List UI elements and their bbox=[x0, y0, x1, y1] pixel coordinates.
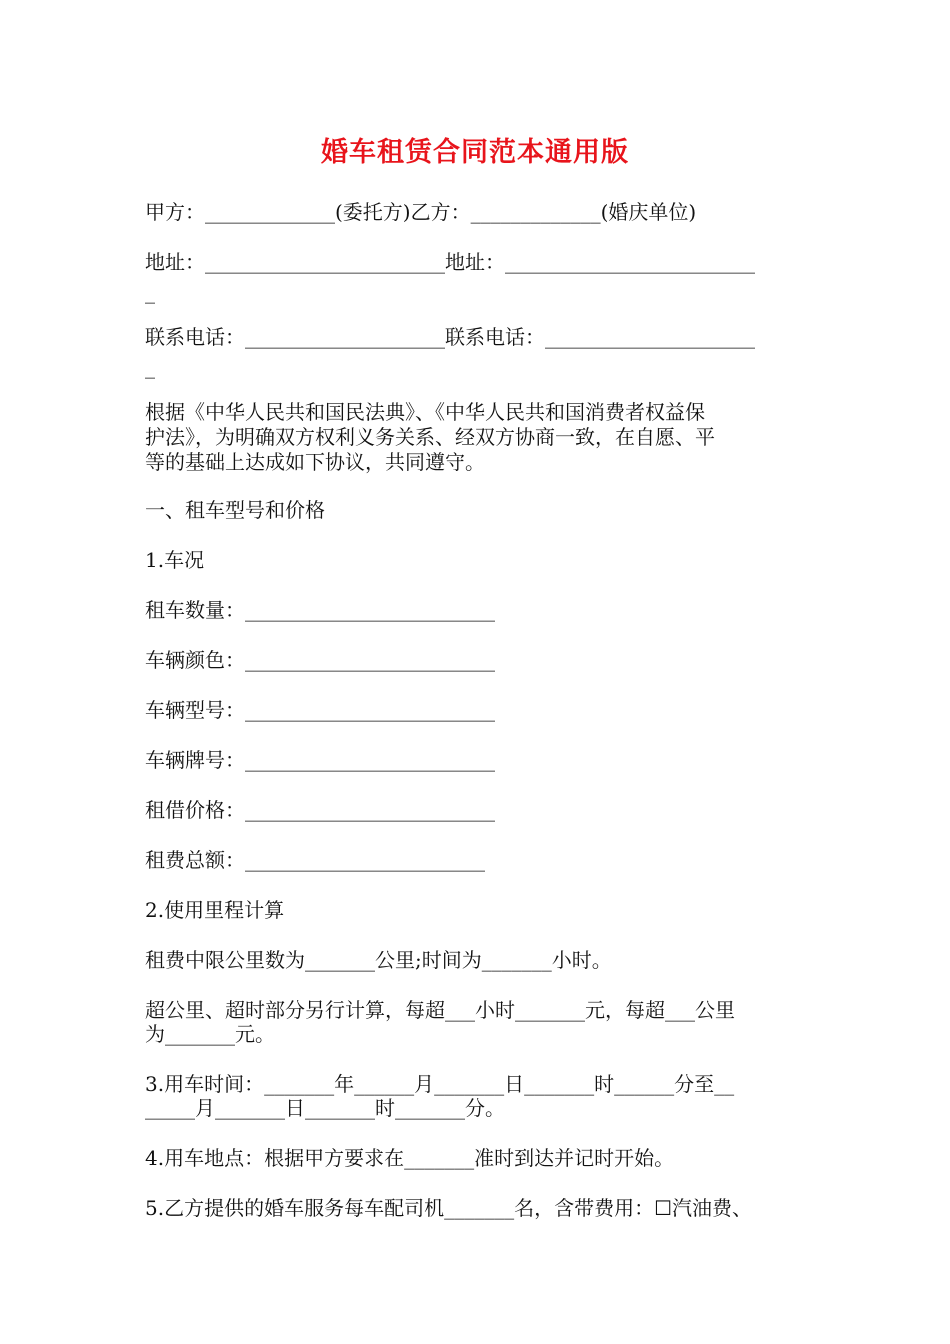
usage-location-line: 4.用车地点：根据甲方要求在_______准时到达并记时开始。 bbox=[145, 1146, 675, 1170]
field-plate-number: 车辆牌号：_________________________ bbox=[145, 748, 495, 772]
section-heading-1: 一、租车型号和价格 bbox=[145, 498, 325, 522]
preamble-line-2: 护法》，为明确双方权利义务关系、经双方协商一致，在自愿、平 bbox=[145, 425, 715, 449]
subsection-mileage: 2.使用里程计算 bbox=[145, 898, 285, 922]
field-total-fee: 租费总额：________________________ bbox=[145, 848, 485, 872]
preamble-line-1: 根据《中华人民共和国民法典》、《中华人民共和国消费者权益保 bbox=[145, 400, 705, 424]
overage-line-2: 为_______元。 bbox=[145, 1022, 275, 1046]
document-title: 婚车租赁合同范本通用版 bbox=[321, 137, 629, 168]
field-rental-quantity: 租车数量：_________________________ bbox=[145, 598, 495, 622]
field-vehicle-color: 车辆颜色：_________________________ bbox=[145, 648, 495, 672]
mileage-limit-line: 租费中限公里数为_______公里;时间为_______小时。 bbox=[145, 948, 612, 972]
field-vehicle-model: 车辆型号：_________________________ bbox=[145, 698, 495, 722]
field-rental-price: 租借价格：_________________________ bbox=[145, 798, 495, 822]
usage-time-line-1: 3.用车时间：_______年______月_______日_______时______分至__ bbox=[145, 1072, 735, 1096]
phone-line: 联系电话：____________________联系电话：_____________________ bbox=[145, 325, 755, 349]
overage-line-1: 超公里、超时部分另行计算，每超___小时_______元，每超___公里 bbox=[145, 998, 735, 1022]
address-line-overflow: _ bbox=[145, 280, 155, 304]
preamble-line-3: 等的基础上达成如下协议，共同遵守。 bbox=[145, 450, 485, 474]
address-line: 地址：________________________地址：_________________________ bbox=[145, 250, 755, 274]
phone-line-overflow: _ bbox=[145, 355, 155, 379]
party-line: 甲方：_____________(委托方)乙方：_____________(婚庆单位) bbox=[145, 200, 697, 224]
driver-service-line: 5.乙方提供的婚车服务每车配司机_______名，含带费用：☐汽油费、 bbox=[145, 1196, 753, 1220]
subsection-vehicle: 1.车况 bbox=[145, 548, 205, 572]
usage-time-line-2: _____月_______日_______时_______分。 bbox=[145, 1096, 505, 1120]
